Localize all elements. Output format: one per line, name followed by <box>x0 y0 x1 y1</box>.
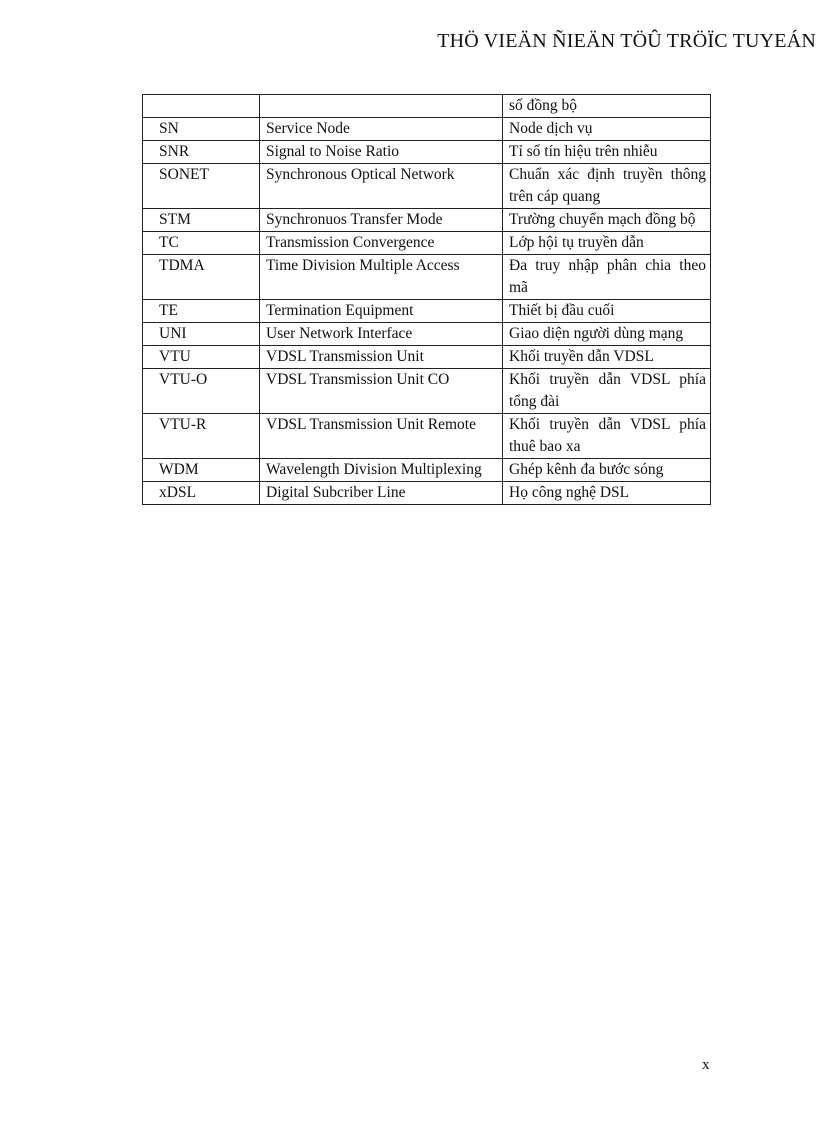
full-term-cell <box>260 95 503 118</box>
abbreviation-cell: STM <box>143 209 260 232</box>
meaning-cell: Node dịch vụ <box>503 118 711 141</box>
abbreviation-cell: VTU <box>143 346 260 369</box>
table-row <box>143 482 711 505</box>
table-row <box>143 346 711 369</box>
abbreviation-cell: WDM <box>143 459 260 482</box>
abbreviation-cell: TDMA <box>143 255 260 300</box>
full-term-cell: Wavelength Division Multiplexing <box>260 459 503 482</box>
meaning-cell: Chuẩn xác định truyền thông trên cáp quang <box>503 164 711 209</box>
meaning-cell: Ghép kênh đa bước sóng <box>503 459 711 482</box>
meaning-cell: Lớp hội tụ truyền dẫn <box>503 232 711 255</box>
table-row <box>143 369 711 414</box>
abbreviation-table <box>142 94 711 505</box>
abbreviation-cell: SNR <box>143 141 260 164</box>
full-term-cell: Termination Equipment <box>260 300 503 323</box>
meaning-cell: Đa truy nhập phân chia theo mã <box>503 255 711 300</box>
table-row <box>143 141 711 164</box>
abbreviation-cell: VTU-R <box>143 414 260 459</box>
table-row <box>143 459 711 482</box>
table-row <box>143 118 711 141</box>
abbreviation-cell: TC <box>143 232 260 255</box>
meaning-cell: Tỉ số tín hiệu trên nhiễu <box>503 141 711 164</box>
meaning-cell: Giao diện người dùng mạng <box>503 323 711 346</box>
table-row <box>143 164 711 209</box>
full-term-cell: VDSL Transmission Unit <box>260 346 503 369</box>
meaning-cell: Khối truyền dẫn VDSL phía thuê bao xa <box>503 414 711 459</box>
full-term-cell: Synchronuos Transfer Mode <box>260 209 503 232</box>
full-term-cell: Time Division Multiple Access <box>260 255 503 300</box>
table-row <box>143 300 711 323</box>
table-row <box>143 95 711 118</box>
full-term-cell: Digital Subcriber Line <box>260 482 503 505</box>
abbreviation-cell: TE <box>143 300 260 323</box>
page-header: THÖ VIEÄN ÑIEÄN TÖÛ TRÖÏC TUYEÁN <box>437 30 816 52</box>
page-number: x <box>702 1057 710 1073</box>
full-term-cell: Service Node <box>260 118 503 141</box>
full-term-cell: VDSL Transmission Unit CO <box>260 369 503 414</box>
table-row <box>143 323 711 346</box>
abbreviation-cell: UNI <box>143 323 260 346</box>
abbreviation-cell: xDSL <box>143 482 260 505</box>
full-term-cell: Synchronous Optical Network <box>260 164 503 209</box>
full-term-cell: User Network Interface <box>260 323 503 346</box>
table-row <box>143 232 711 255</box>
full-term-cell: Transmission Convergence <box>260 232 503 255</box>
table-row <box>143 414 711 459</box>
full-term-cell: Signal to Noise Ratio <box>260 141 503 164</box>
meaning-cell: Khối truyền dẫn VDSL <box>503 346 711 369</box>
abbreviation-cell <box>143 95 260 118</box>
meaning-cell: Thiết bị đầu cuối <box>503 300 711 323</box>
meaning-cell: Họ công nghệ DSL <box>503 482 711 505</box>
abbreviation-cell: SONET <box>143 164 260 209</box>
abbreviation-cell: SN <box>143 118 260 141</box>
abbreviation-cell: VTU-O <box>143 369 260 414</box>
table-row <box>143 209 711 232</box>
table-row <box>143 255 711 300</box>
meaning-cell: Khối truyền dẫn VDSL phía tổng đài <box>503 369 711 414</box>
full-term-cell: VDSL Transmission Unit Remote <box>260 414 503 459</box>
meaning-cell: số đồng bộ <box>503 95 711 118</box>
meaning-cell: Trường chuyển mạch đồng bộ <box>503 209 711 232</box>
